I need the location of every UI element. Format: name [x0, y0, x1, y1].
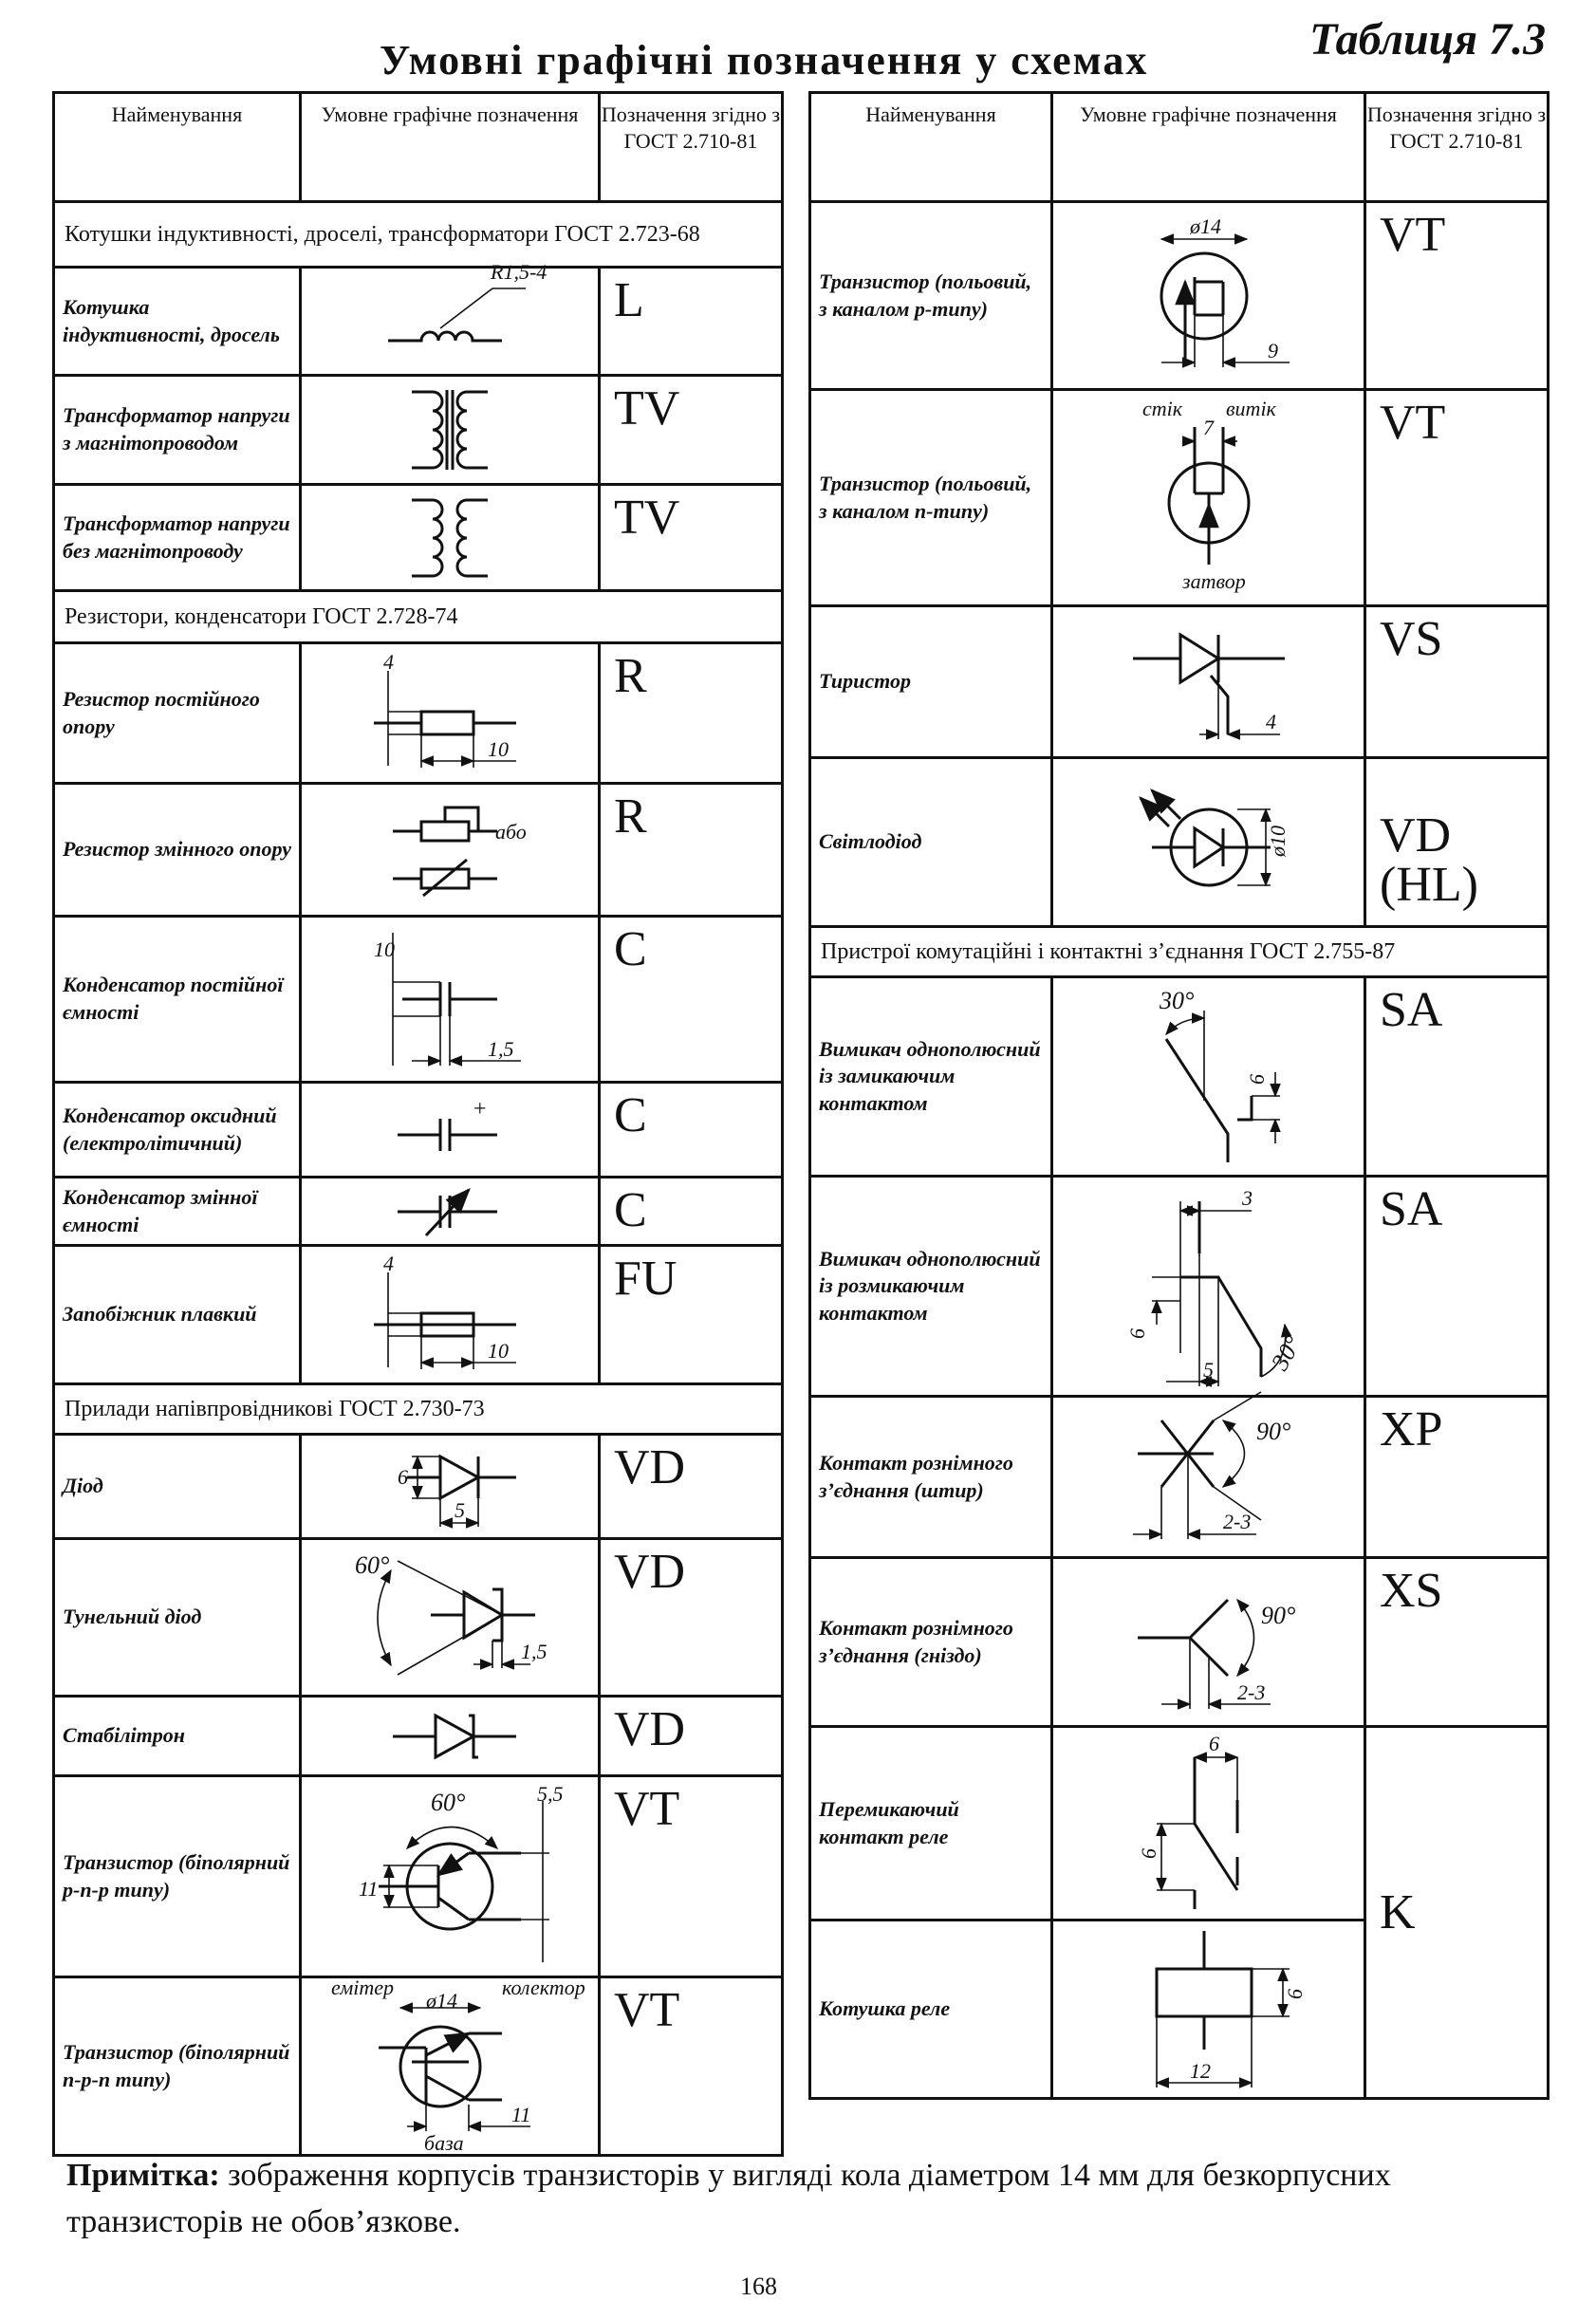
row-name: Транзистор (польовий, з каналом р-типу): [810, 202, 1052, 390]
dim-label: 1,5: [488, 1037, 514, 1061]
row-code: VS: [1365, 606, 1549, 758]
fuse-symbol: [301, 1246, 600, 1384]
row-code: VT: [1365, 202, 1549, 390]
dim-label: ø10: [1265, 825, 1290, 857]
dim-label: ø14: [426, 1988, 457, 2013]
row-code: VT: [600, 1776, 783, 1977]
dim-label: 6: [1124, 1327, 1149, 1339]
switch-no-symbol: [1052, 977, 1365, 1177]
row-code: K: [1365, 1727, 1549, 2099]
row-name: Діод: [54, 1435, 301, 1539]
table-row: [810, 1177, 1549, 1397]
dim-label: 10: [488, 736, 509, 761]
led-symbol: [1052, 758, 1365, 927]
dim-label: 1,5: [521, 1639, 547, 1663]
table-row: [810, 606, 1549, 758]
row-code: TV: [600, 376, 783, 485]
dim-label: 2-3: [1236, 1679, 1265, 1704]
row-code: VD: [600, 1539, 783, 1697]
row-name: Тунельний діод: [54, 1539, 301, 1697]
row-name: Світлодіод: [810, 758, 1052, 927]
row-code: SA: [1365, 1177, 1549, 1397]
npn-transistor-symbol: [301, 1977, 600, 2156]
electrolytic-capacitor-symbol: [301, 1083, 600, 1178]
drain-label: стік: [1141, 396, 1182, 420]
dim-label: 90°: [1255, 1417, 1290, 1445]
header-symbol: Умовне графічне позначення: [1052, 93, 1365, 202]
row-name: Конденсатор оксидний (електролітичний): [54, 1083, 301, 1178]
row-code: VD (HL): [1365, 758, 1549, 927]
row-code: R: [600, 784, 783, 917]
row-name: Конденсатор постійної ємності: [54, 917, 301, 1083]
emitter-label: емітер: [331, 1975, 395, 1999]
dim-label: ø14: [1189, 213, 1221, 238]
fet-p-channel-symbol: [1052, 202, 1365, 390]
page-title: Умовні графічні позначення у схемах: [380, 37, 1149, 84]
thyristor-symbol: [1052, 606, 1365, 758]
row-code: VT: [600, 1977, 783, 2156]
row-code: VT: [1365, 390, 1549, 606]
row-name: Контакт рознімного з’єднання (штир): [810, 1397, 1052, 1558]
row-code: XP: [1365, 1397, 1549, 1558]
footnote-label: Примітка:: [66, 2158, 220, 2193]
dim-label: 2-3: [1222, 1509, 1251, 1533]
dim-label: 10: [374, 937, 395, 961]
row-code: XS: [1365, 1558, 1549, 1727]
dim-label: 60°: [355, 1550, 390, 1579]
row-name: Запобіжник плавкий: [54, 1246, 301, 1384]
table-row: [810, 1727, 1549, 1921]
footnote: [66, 2152, 1575, 2246]
left-table: [52, 91, 784, 2157]
dim-label: 7: [1202, 415, 1214, 439]
dim-label: 10: [488, 1338, 509, 1363]
row-code: C: [600, 1083, 783, 1178]
dim-label: 12: [1189, 2059, 1211, 2083]
transformer-symbol: [301, 485, 600, 591]
table-row: [54, 1539, 783, 1697]
table-row: [54, 1435, 783, 1539]
row-code: VD: [600, 1435, 783, 1539]
row-name: Трансформатор напруги без магнітопроводу: [54, 485, 301, 591]
or-label: або: [495, 819, 527, 844]
header-name: Найменування: [54, 93, 301, 202]
switch-nc-symbol: [1052, 1177, 1365, 1397]
relay-coil-symbol: [1052, 1921, 1365, 2099]
zener-diode-symbol: [301, 1697, 600, 1776]
dim-label: 5: [1202, 1357, 1214, 1382]
dim-label: 4: [383, 649, 394, 674]
plus-label: +: [473, 1096, 487, 1122]
table-row: [54, 485, 783, 591]
page-number: 168: [740, 2273, 777, 2300]
row-name: Стабілітрон: [54, 1697, 301, 1776]
section-resistors: Резистори, конденсатори ГОСТ 2.728-74: [54, 591, 783, 643]
header-code: Позначення згідно з ГОСТ 2.710-81: [600, 93, 783, 202]
variable-resistor-symbol: [301, 784, 600, 917]
gate-label: затвор: [1181, 568, 1246, 593]
row-name: Резистор змінного опору: [54, 784, 301, 917]
dim-label: 6: [1244, 1073, 1269, 1085]
header-row: [54, 93, 783, 202]
table-row: [54, 643, 783, 784]
dim-label: 11: [359, 1876, 379, 1901]
row-name: Котушка реле: [810, 1921, 1052, 2099]
section-semiconductors: Прилади напівпровідникові ГОСТ 2.730-73: [54, 1384, 783, 1435]
resistor-symbol: [301, 643, 600, 784]
table-row: [54, 1697, 783, 1776]
table-row: [54, 1246, 783, 1384]
row-name: Транзистор (біполярний п-р-п типу): [54, 1977, 301, 2156]
dim-label: 5: [455, 1497, 465, 1522]
row-name: Вимикач однополюсний із замикаючим контактом: [810, 977, 1052, 1177]
dim-label: 90°: [1260, 1601, 1295, 1629]
tunnel-diode-symbol: [301, 1539, 600, 1697]
row-name: Транзистор (біполярний р-п-р типу): [54, 1776, 301, 1977]
table-row: [810, 758, 1549, 927]
table-row: [54, 1083, 783, 1178]
dim-label: 3: [1241, 1185, 1253, 1210]
table-row: [54, 268, 783, 376]
row-code: C: [600, 917, 783, 1083]
table-row: [810, 1397, 1549, 1558]
row-code: R: [600, 643, 783, 784]
dim-label: 30°: [1265, 1330, 1307, 1375]
row-name: Транзистор (польовий, з каналом п-типу): [810, 390, 1052, 606]
dim-label: 5,5: [537, 1781, 564, 1806]
dim-label: 6: [1208, 1731, 1219, 1755]
row-name: Вимикач однополюсний із розмикаючим контактом: [810, 1177, 1052, 1397]
row-name: Трансформатор напруги з магнітопроводом: [54, 376, 301, 485]
table-row: [810, 1558, 1549, 1727]
row-code: C: [600, 1178, 783, 1246]
source-label: витік: [1225, 396, 1276, 420]
dim-label: 30°: [1159, 986, 1194, 1014]
footnote-text: зображення корпусів транзисторів у вигляді кола діаметром 14 мм для безкорпусних транзисторів не обов’язкове.: [66, 2158, 1391, 2240]
header-name: Найменування: [810, 93, 1052, 202]
header-symbol: Умовне графічне позначення: [301, 93, 600, 202]
row-code: VD: [600, 1697, 783, 1776]
row-code: SA: [1365, 977, 1549, 1177]
section-inductors: Котушки індуктивності, дроселі, трансформатори ГОСТ 2.723-68: [54, 202, 783, 268]
table-row: [810, 977, 1549, 1177]
dim-label: 6: [1136, 1847, 1160, 1859]
dim-label: R1,5-4: [491, 259, 547, 284]
fet-n-channel-symbol: [1052, 390, 1365, 606]
diode-symbol: [301, 1435, 600, 1539]
right-table: [808, 91, 1550, 2100]
row-name: Котушка індуктивності, дросель: [54, 268, 301, 376]
row-code: TV: [600, 485, 783, 591]
row-name: Резистор постійного опору: [54, 643, 301, 784]
row-name: Контакт рознімного з’єднання (гніздо): [810, 1558, 1052, 1727]
table-row: [810, 202, 1549, 390]
dim-label: 4: [1265, 709, 1276, 733]
row-name: Перемикаючий контакт реле: [810, 1727, 1052, 1921]
table-row: [54, 1776, 783, 1977]
dim-label: 60°: [431, 1788, 466, 1816]
table-row: [810, 390, 1549, 606]
dim-label: 6: [398, 1464, 408, 1489]
header-row: [810, 93, 1549, 202]
header-code: Позначення згідно з ГОСТ 2.710-81: [1365, 93, 1549, 202]
table-row: [54, 917, 783, 1083]
dim-label: 9: [1267, 338, 1278, 362]
row-code: L: [600, 268, 783, 376]
dim-label: 4: [383, 1251, 394, 1275]
socket-contact-symbol: [1052, 1558, 1365, 1727]
plug-contact-symbol: [1052, 1397, 1365, 1558]
relay-contact-symbol: [1052, 1727, 1365, 1921]
variable-capacitor-symbol: [301, 1178, 600, 1246]
dim-label: 11: [511, 2102, 531, 2126]
inductor-symbol: [301, 259, 600, 376]
transformer-core-symbol: [301, 376, 600, 485]
table-row: [54, 376, 783, 485]
table-row: [54, 784, 783, 917]
dim-label: 6: [1282, 1989, 1307, 1999]
collector-label: колектор: [502, 1975, 585, 1999]
table-row: [54, 1178, 783, 1246]
row-name: Тиристор: [810, 606, 1052, 758]
capacitor-symbol: [301, 917, 600, 1083]
section-switching: Пристрої комутаційні і контактні з’єднання ГОСТ 2.755-87: [810, 927, 1549, 977]
row-name: Конденсатор змінної ємності: [54, 1178, 301, 1246]
pnp-transistor-symbol: [301, 1776, 600, 1977]
base-label: база: [424, 2130, 464, 2155]
row-code: FU: [600, 1246, 783, 1384]
table-row: [54, 1977, 783, 2156]
table-label: Таблиця 7.3: [1309, 14, 1547, 65]
